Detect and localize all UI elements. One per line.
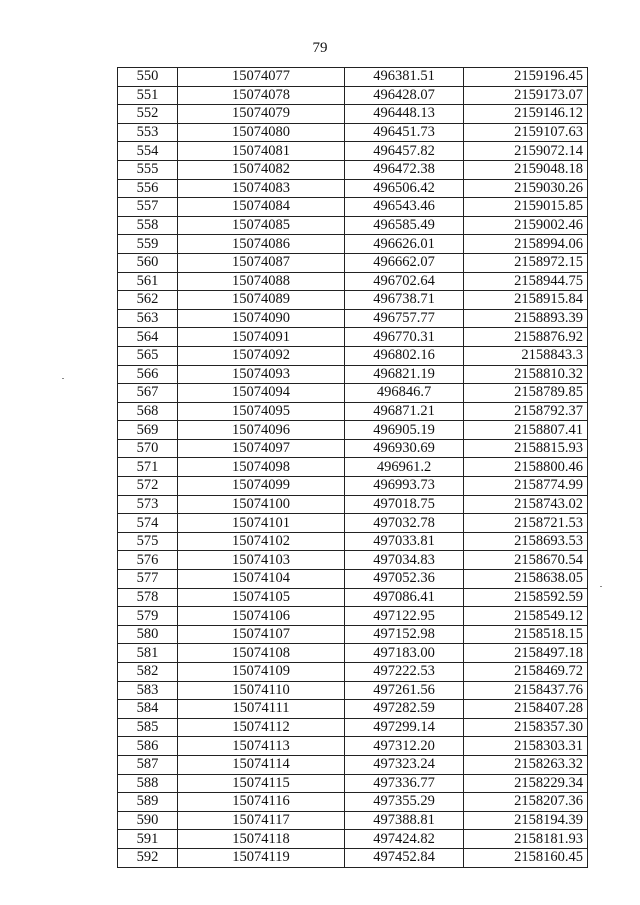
row-index-cell: 583 bbox=[118, 681, 178, 700]
x-coordinate-cell: 496472.38 bbox=[345, 160, 464, 179]
x-coordinate-cell: 497034.83 bbox=[345, 551, 464, 570]
x-coordinate-cell: 496448.13 bbox=[345, 105, 464, 124]
table-row bbox=[118, 532, 588, 551]
table-row bbox=[118, 291, 588, 310]
y-coordinate-cell: 2158160.45 bbox=[464, 848, 588, 867]
point-code-cell: 15074117 bbox=[178, 811, 345, 830]
y-coordinate-cell: 2159146.12 bbox=[464, 105, 588, 124]
x-coordinate-cell: 497312.20 bbox=[345, 737, 464, 756]
point-code-cell: 15074102 bbox=[178, 532, 345, 551]
table-row bbox=[118, 142, 588, 161]
point-code-cell: 15074101 bbox=[178, 514, 345, 533]
x-coordinate-cell: 497323.24 bbox=[345, 755, 464, 774]
point-code-cell: 15074110 bbox=[178, 681, 345, 700]
row-index-cell: 556 bbox=[118, 179, 178, 198]
x-coordinate-cell: 497032.78 bbox=[345, 514, 464, 533]
table-row bbox=[118, 644, 588, 663]
point-code-cell: 15074114 bbox=[178, 755, 345, 774]
x-coordinate-cell: 496738.71 bbox=[345, 291, 464, 310]
table-row bbox=[118, 811, 588, 830]
y-coordinate-cell: 2158194.39 bbox=[464, 811, 588, 830]
point-code-cell: 15074079 bbox=[178, 105, 345, 124]
point-code-cell: 15074119 bbox=[178, 848, 345, 867]
row-index-cell: 587 bbox=[118, 755, 178, 774]
x-coordinate-cell: 496802.16 bbox=[345, 346, 464, 365]
row-index-cell: 575 bbox=[118, 532, 178, 551]
point-code-cell: 15074082 bbox=[178, 160, 345, 179]
x-coordinate-cell: 496428.07 bbox=[345, 86, 464, 105]
y-coordinate-cell: 2158303.31 bbox=[464, 737, 588, 756]
table-row bbox=[118, 458, 588, 477]
row-index-cell: 581 bbox=[118, 644, 178, 663]
row-index-cell: 591 bbox=[118, 830, 178, 849]
y-coordinate-cell: 2158469.72 bbox=[464, 663, 588, 682]
row-index-cell: 566 bbox=[118, 365, 178, 384]
row-index-cell: 579 bbox=[118, 607, 178, 626]
table-row bbox=[118, 235, 588, 254]
row-index-cell: 585 bbox=[118, 718, 178, 737]
row-index-cell: 592 bbox=[118, 848, 178, 867]
row-index-cell: 589 bbox=[118, 793, 178, 812]
row-index-cell: 584 bbox=[118, 700, 178, 719]
point-code-cell: 15074113 bbox=[178, 737, 345, 756]
row-index-cell: 559 bbox=[118, 235, 178, 254]
point-code-cell: 15074098 bbox=[178, 458, 345, 477]
point-code-cell: 15074111 bbox=[178, 700, 345, 719]
row-index-cell: 551 bbox=[118, 86, 178, 105]
y-coordinate-cell: 2158229.34 bbox=[464, 774, 588, 793]
x-coordinate-cell: 496905.19 bbox=[345, 421, 464, 440]
x-coordinate-cell: 497122.95 bbox=[345, 607, 464, 626]
y-coordinate-cell: 2158800.46 bbox=[464, 458, 588, 477]
y-coordinate-cell: 2158915.84 bbox=[464, 291, 588, 310]
row-index-cell: 569 bbox=[118, 421, 178, 440]
point-code-cell: 15074112 bbox=[178, 718, 345, 737]
row-index-cell: 554 bbox=[118, 142, 178, 161]
row-index-cell: 586 bbox=[118, 737, 178, 756]
y-coordinate-cell: 2158670.54 bbox=[464, 551, 588, 570]
point-code-cell: 15074107 bbox=[178, 625, 345, 644]
table-row bbox=[118, 384, 588, 403]
row-index-cell: 577 bbox=[118, 570, 178, 589]
row-index-cell: 580 bbox=[118, 625, 178, 644]
point-code-cell: 15074099 bbox=[178, 477, 345, 496]
point-code-cell: 15074108 bbox=[178, 644, 345, 663]
x-coordinate-cell: 496821.19 bbox=[345, 365, 464, 384]
row-index-cell: 553 bbox=[118, 123, 178, 142]
row-index-cell: 571 bbox=[118, 458, 178, 477]
y-coordinate-cell: 2158815.93 bbox=[464, 439, 588, 458]
coordinates-table-body bbox=[118, 68, 588, 868]
point-code-cell: 15074088 bbox=[178, 272, 345, 291]
x-coordinate-cell: 497222.53 bbox=[345, 663, 464, 682]
row-index-cell: 572 bbox=[118, 477, 178, 496]
table-row bbox=[118, 700, 588, 719]
row-index-cell: 552 bbox=[118, 105, 178, 124]
table-row bbox=[118, 160, 588, 179]
y-coordinate-cell: 2159196.45 bbox=[464, 68, 588, 87]
x-coordinate-cell: 496871.21 bbox=[345, 402, 464, 421]
point-code-cell: 15074089 bbox=[178, 291, 345, 310]
table-row bbox=[118, 774, 588, 793]
y-coordinate-cell: 2158721.53 bbox=[464, 514, 588, 533]
table-row bbox=[118, 253, 588, 272]
table-row bbox=[118, 495, 588, 514]
x-coordinate-cell: 496506.42 bbox=[345, 179, 464, 198]
table-row bbox=[118, 848, 588, 867]
y-coordinate-cell: 2158893.39 bbox=[464, 309, 588, 328]
point-code-cell: 15074116 bbox=[178, 793, 345, 812]
table-row bbox=[118, 514, 588, 533]
y-coordinate-cell: 2158792.37 bbox=[464, 402, 588, 421]
x-coordinate-cell: 496757.77 bbox=[345, 309, 464, 328]
row-index-cell: 562 bbox=[118, 291, 178, 310]
row-index-cell: 564 bbox=[118, 328, 178, 347]
y-coordinate-cell: 2158437.76 bbox=[464, 681, 588, 700]
point-code-cell: 15074081 bbox=[178, 142, 345, 161]
x-coordinate-cell: 496702.64 bbox=[345, 272, 464, 291]
y-coordinate-cell: 2158876.92 bbox=[464, 328, 588, 347]
y-coordinate-cell: 2158497.18 bbox=[464, 644, 588, 663]
table-row bbox=[118, 365, 588, 384]
row-index-cell: 563 bbox=[118, 309, 178, 328]
point-code-cell: 15074096 bbox=[178, 421, 345, 440]
y-coordinate-cell: 2159015.85 bbox=[464, 198, 588, 217]
x-coordinate-cell: 497388.81 bbox=[345, 811, 464, 830]
y-coordinate-cell: 2158789.85 bbox=[464, 384, 588, 403]
table-row bbox=[118, 663, 588, 682]
row-index-cell: 567 bbox=[118, 384, 178, 403]
x-coordinate-cell: 496993.73 bbox=[345, 477, 464, 496]
x-coordinate-cell: 497152.98 bbox=[345, 625, 464, 644]
x-coordinate-cell: 497336.77 bbox=[345, 774, 464, 793]
table-row bbox=[118, 793, 588, 812]
y-coordinate-cell: 2159048.18 bbox=[464, 160, 588, 179]
table-row bbox=[118, 681, 588, 700]
y-coordinate-cell: 2158207.36 bbox=[464, 793, 588, 812]
y-coordinate-cell: 2158972.15 bbox=[464, 253, 588, 272]
x-coordinate-cell: 497052.36 bbox=[345, 570, 464, 589]
x-coordinate-cell: 496585.49 bbox=[345, 216, 464, 235]
y-coordinate-cell: 2159107.63 bbox=[464, 123, 588, 142]
table-row bbox=[118, 477, 588, 496]
row-index-cell: 568 bbox=[118, 402, 178, 421]
y-coordinate-cell: 2159173.07 bbox=[464, 86, 588, 105]
row-index-cell: 558 bbox=[118, 216, 178, 235]
y-coordinate-cell: 2158638.05 bbox=[464, 570, 588, 589]
x-coordinate-cell: 496846.7 bbox=[345, 384, 464, 403]
point-code-cell: 15074091 bbox=[178, 328, 345, 347]
table-row bbox=[118, 216, 588, 235]
coordinates-table bbox=[117, 67, 588, 868]
point-code-cell: 15074106 bbox=[178, 607, 345, 626]
x-coordinate-cell: 496626.01 bbox=[345, 235, 464, 254]
point-code-cell: 15074090 bbox=[178, 309, 345, 328]
x-coordinate-cell: 496381.51 bbox=[345, 68, 464, 87]
point-code-cell: 15074080 bbox=[178, 123, 345, 142]
table-row bbox=[118, 718, 588, 737]
row-index-cell: 560 bbox=[118, 253, 178, 272]
row-index-cell: 590 bbox=[118, 811, 178, 830]
table-row bbox=[118, 179, 588, 198]
table-row bbox=[118, 737, 588, 756]
table-row bbox=[118, 625, 588, 644]
x-coordinate-cell: 497018.75 bbox=[345, 495, 464, 514]
row-index-cell: 578 bbox=[118, 588, 178, 607]
point-code-cell: 15074104 bbox=[178, 570, 345, 589]
row-index-cell: 555 bbox=[118, 160, 178, 179]
table-row bbox=[118, 570, 588, 589]
point-code-cell: 15074094 bbox=[178, 384, 345, 403]
page-number: 79 bbox=[312, 40, 328, 56]
y-coordinate-cell: 2158407.28 bbox=[464, 700, 588, 719]
table-row bbox=[118, 68, 588, 87]
x-coordinate-cell: 497086.41 bbox=[345, 588, 464, 607]
point-code-cell: 15074077 bbox=[178, 68, 345, 87]
point-code-cell: 15074118 bbox=[178, 830, 345, 849]
point-code-cell: 15074105 bbox=[178, 588, 345, 607]
y-coordinate-cell: 2158357.30 bbox=[464, 718, 588, 737]
table-row bbox=[118, 123, 588, 142]
x-coordinate-cell: 497033.81 bbox=[345, 532, 464, 551]
table-row bbox=[118, 105, 588, 124]
x-coordinate-cell: 497261.56 bbox=[345, 681, 464, 700]
table-row bbox=[118, 198, 588, 217]
point-code-cell: 15074083 bbox=[178, 179, 345, 198]
row-index-cell: 573 bbox=[118, 495, 178, 514]
x-coordinate-cell: 497452.84 bbox=[345, 848, 464, 867]
scan-speck bbox=[600, 586, 602, 587]
y-coordinate-cell: 2158774.99 bbox=[464, 477, 588, 496]
y-coordinate-cell: 2158944.75 bbox=[464, 272, 588, 291]
table-row bbox=[118, 551, 588, 570]
table-row bbox=[118, 421, 588, 440]
table-row bbox=[118, 346, 588, 365]
x-coordinate-cell: 496457.82 bbox=[345, 142, 464, 161]
x-coordinate-cell: 497183.00 bbox=[345, 644, 464, 663]
table-row bbox=[118, 309, 588, 328]
x-coordinate-cell: 496662.07 bbox=[345, 253, 464, 272]
x-coordinate-cell: 496961.2 bbox=[345, 458, 464, 477]
row-index-cell: 557 bbox=[118, 198, 178, 217]
point-code-cell: 15074093 bbox=[178, 365, 345, 384]
point-code-cell: 15074097 bbox=[178, 439, 345, 458]
y-coordinate-cell: 2158693.53 bbox=[464, 532, 588, 551]
point-code-cell: 15074095 bbox=[178, 402, 345, 421]
table-row bbox=[118, 439, 588, 458]
table-row bbox=[118, 402, 588, 421]
point-code-cell: 15074092 bbox=[178, 346, 345, 365]
point-code-cell: 15074115 bbox=[178, 774, 345, 793]
point-code-cell: 15074100 bbox=[178, 495, 345, 514]
table-row bbox=[118, 86, 588, 105]
x-coordinate-cell: 496451.73 bbox=[345, 123, 464, 142]
table-row bbox=[118, 830, 588, 849]
row-index-cell: 574 bbox=[118, 514, 178, 533]
scan-speck bbox=[62, 378, 64, 379]
y-coordinate-cell: 2158549.12 bbox=[464, 607, 588, 626]
table-row bbox=[118, 588, 588, 607]
x-coordinate-cell: 496930.69 bbox=[345, 439, 464, 458]
y-coordinate-cell: 2158810.32 bbox=[464, 365, 588, 384]
table-row bbox=[118, 607, 588, 626]
point-code-cell: 15074103 bbox=[178, 551, 345, 570]
y-coordinate-cell: 2158181.93 bbox=[464, 830, 588, 849]
row-index-cell: 576 bbox=[118, 551, 178, 570]
point-code-cell: 15074086 bbox=[178, 235, 345, 254]
y-coordinate-cell: 2158263.32 bbox=[464, 755, 588, 774]
y-coordinate-cell: 2158592.59 bbox=[464, 588, 588, 607]
table-row bbox=[118, 755, 588, 774]
y-coordinate-cell: 2158518.15 bbox=[464, 625, 588, 644]
row-index-cell: 561 bbox=[118, 272, 178, 291]
table-row bbox=[118, 328, 588, 347]
point-code-cell: 15074085 bbox=[178, 216, 345, 235]
row-index-cell: 570 bbox=[118, 439, 178, 458]
point-code-cell: 15074109 bbox=[178, 663, 345, 682]
table-row bbox=[118, 272, 588, 291]
x-coordinate-cell: 497424.82 bbox=[345, 830, 464, 849]
row-index-cell: 550 bbox=[118, 68, 178, 87]
y-coordinate-cell: 2159072.14 bbox=[464, 142, 588, 161]
point-code-cell: 15074087 bbox=[178, 253, 345, 272]
x-coordinate-cell: 497282.59 bbox=[345, 700, 464, 719]
y-coordinate-cell: 2158994.06 bbox=[464, 235, 588, 254]
x-coordinate-cell: 496543.46 bbox=[345, 198, 464, 217]
y-coordinate-cell: 2158743.02 bbox=[464, 495, 588, 514]
row-index-cell: 565 bbox=[118, 346, 178, 365]
y-coordinate-cell: 2158807.41 bbox=[464, 421, 588, 440]
x-coordinate-cell: 496770.31 bbox=[345, 328, 464, 347]
point-code-cell: 15074084 bbox=[178, 198, 345, 217]
row-index-cell: 582 bbox=[118, 663, 178, 682]
row-index-cell: 588 bbox=[118, 774, 178, 793]
y-coordinate-cell: 2159002.46 bbox=[464, 216, 588, 235]
y-coordinate-cell: 2159030.26 bbox=[464, 179, 588, 198]
point-code-cell: 15074078 bbox=[178, 86, 345, 105]
x-coordinate-cell: 497355.29 bbox=[345, 793, 464, 812]
y-coordinate-cell: 2158843.3 bbox=[464, 346, 588, 365]
x-coordinate-cell: 497299.14 bbox=[345, 718, 464, 737]
